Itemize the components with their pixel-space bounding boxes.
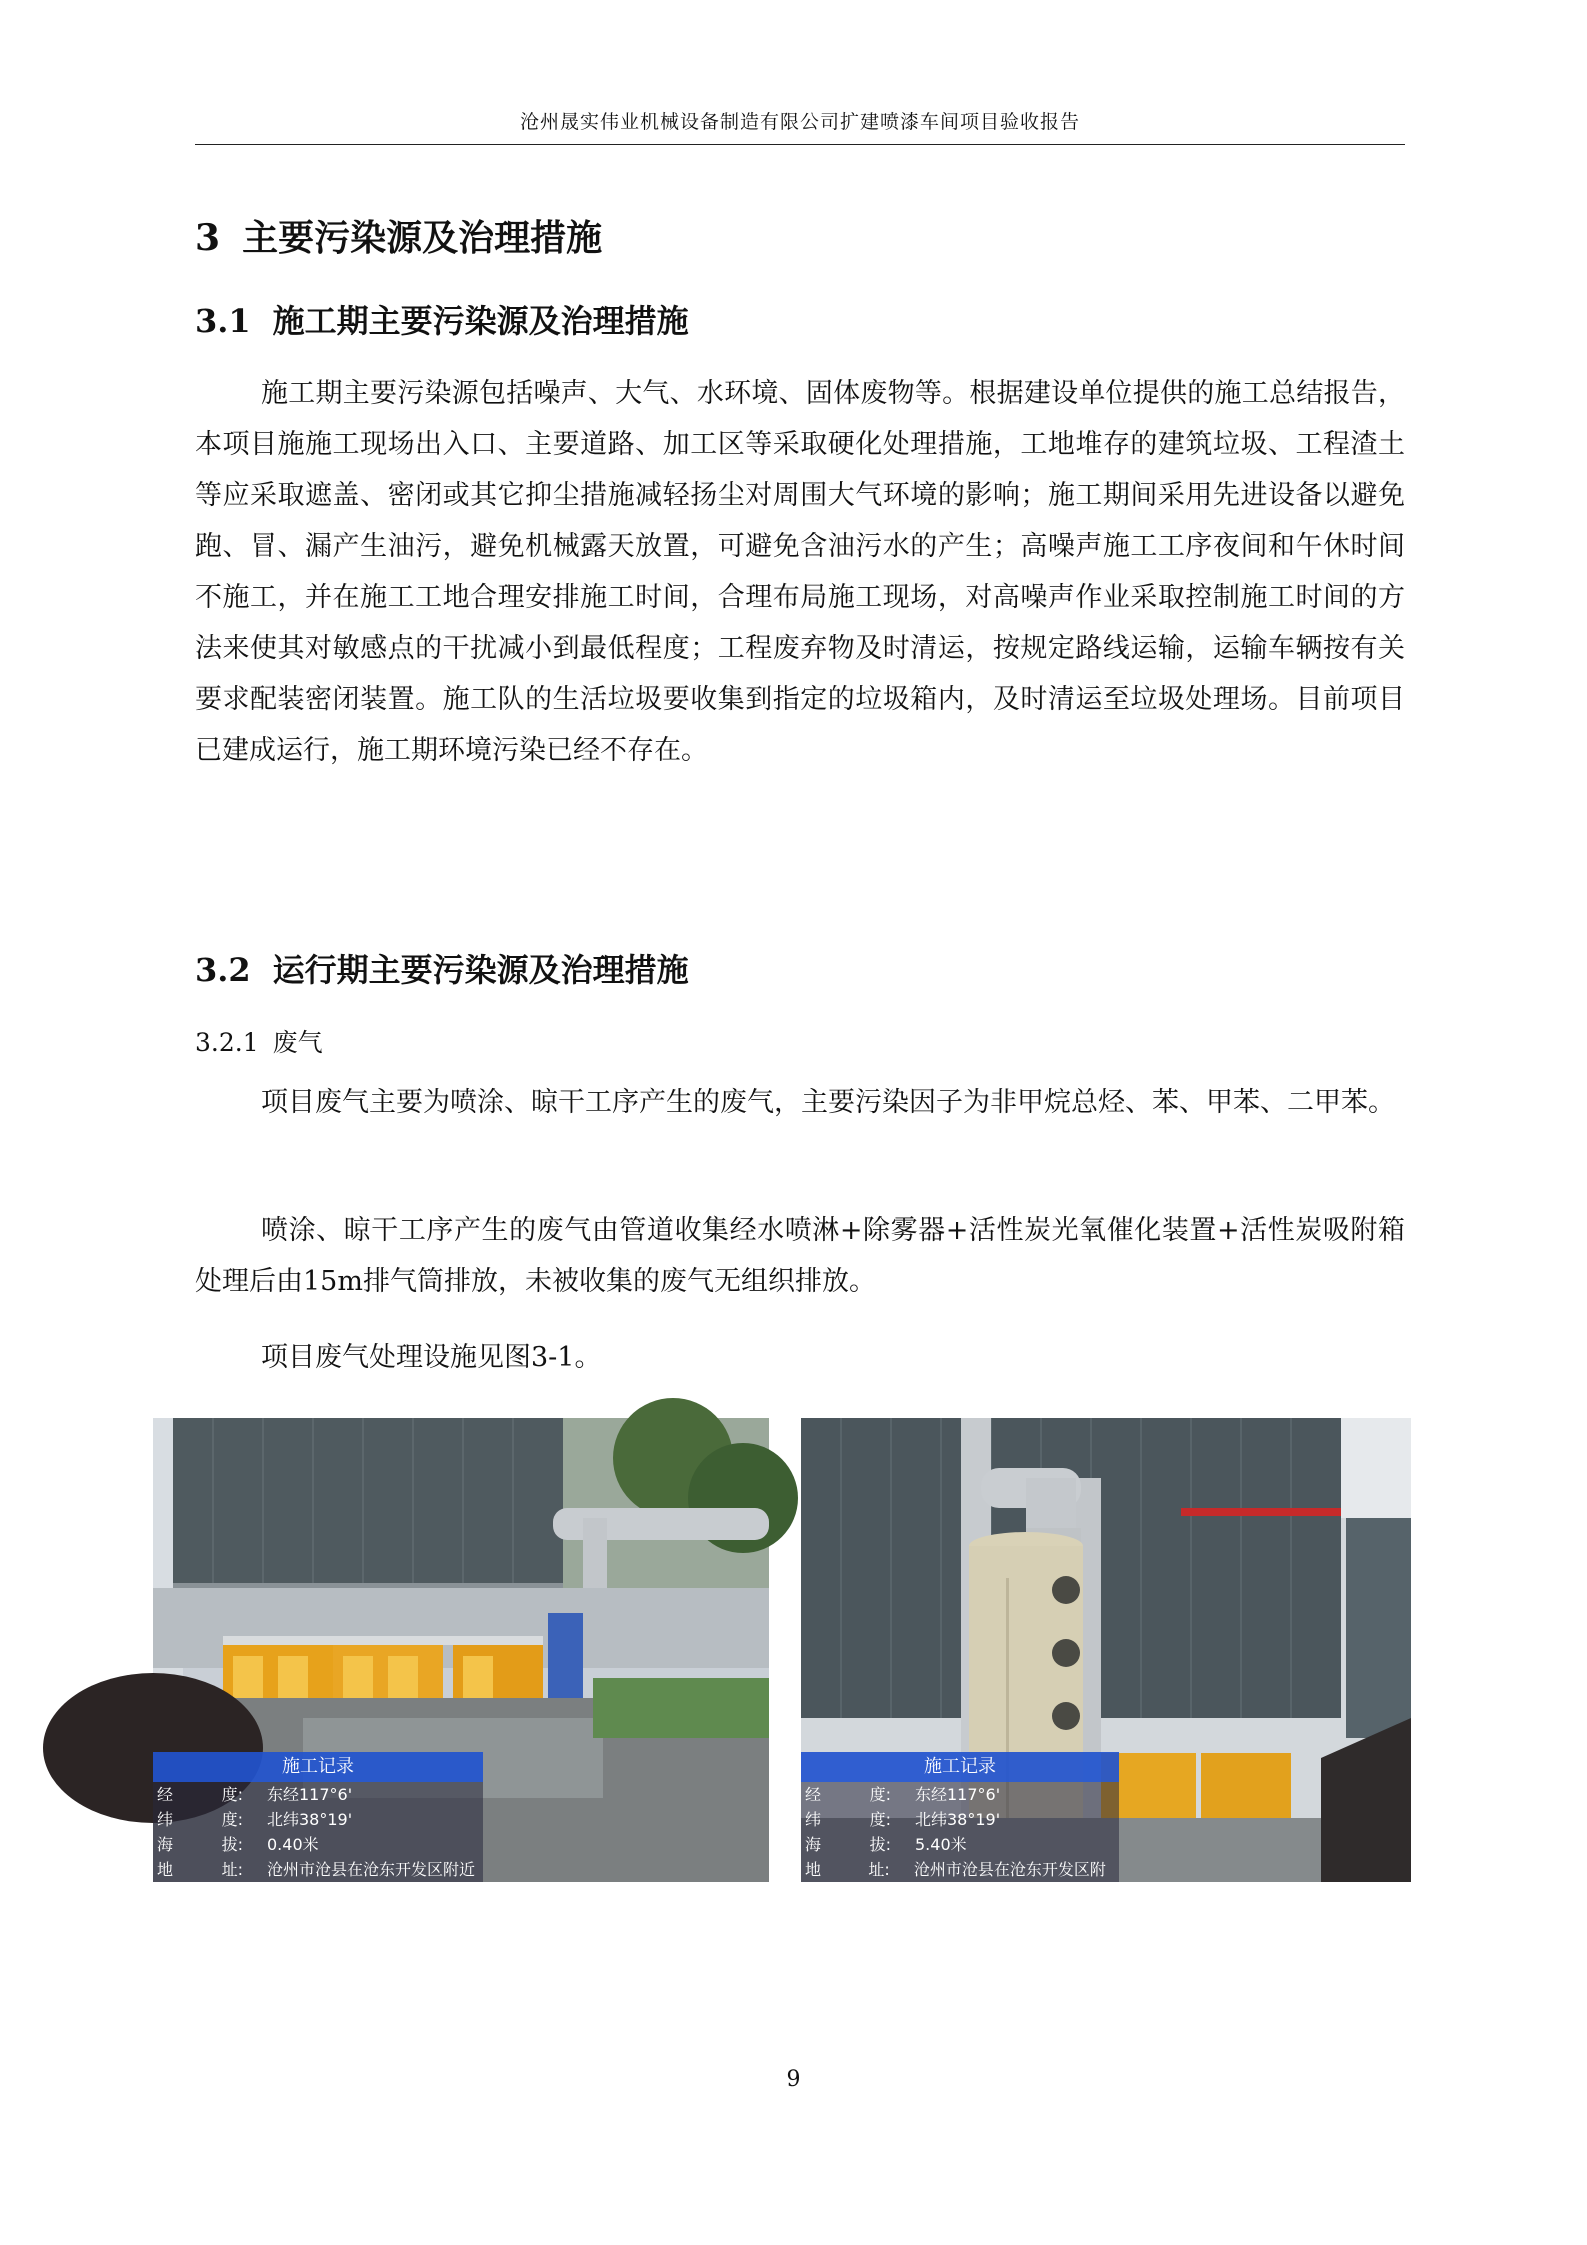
watermark-row	[153, 1782, 483, 1807]
section-number: 3.2	[195, 951, 251, 989]
watermark-label: 拔:	[869, 1835, 891, 1854]
facility-photo-1	[153, 1418, 769, 1882]
section-title: 废气	[272, 1028, 323, 1057]
page-header: 沧州晟实伟业机械设备制造有限公司扩建喷漆车间项目验收报告	[195, 108, 1405, 145]
watermark-label: 度:	[869, 1810, 891, 1829]
watermark-label: 址:	[221, 1860, 243, 1879]
section-3-2-1-heading	[195, 1023, 323, 1059]
watermark-info	[801, 1782, 1119, 1904]
watermark-label: 地	[805, 1860, 822, 1879]
section-title: 主要污染源及治理措施	[242, 217, 603, 259]
page-number: 9	[786, 2067, 801, 2092]
watermark-label: 拔:	[221, 1835, 243, 1854]
watermark-label: 经	[805, 1785, 822, 1804]
section-title: 施工期主要污染源及治理措施	[272, 302, 689, 340]
watermark-value: 东经117°6'	[915, 1785, 1001, 1804]
watermark-value: 北纬38°19'	[915, 1810, 1001, 1829]
watermark-row	[801, 1807, 1119, 1832]
watermark-label: 经	[157, 1785, 174, 1804]
waste-gas-paragraph-1: 项目废气主要为喷涂、晾干工序产生的废气，主要污染因子为非甲烷总烃、苯、甲苯、二甲苯。	[261, 1087, 1395, 1118]
construction-paragraph: 施工期主要污染源包括噪声、大气、水环境、固体废物等。根据建设单位提供的施工总结报告，本项目施施工现场出入口、主要道路、加工区等采取硬化处理措施，工地堆存的建筑垃圾、工程渣土等应采取遮盖、密闭或其它抑尘措施减轻扬尘对周围大气环境的影响；施工期间采用先进设备以避免跑、冒、漏产生油污，避免机械露天放置，可避免含油污水的产生；高噪声施工工序夜间和午休时间不施工，并在施工工地合理安排施工时间，合理布局施工现场，对高噪声作业采取控制施工时间的方法来使其对敏感点的干扰减小到最低程度；工程废弃物及时清运，按规定路线运输，运输车辆按有关要求配装密闭装置。施工队的生活垃圾要收集到指定的垃圾箱内，及时清运至垃圾处理场。目前项目已建成运行，施工期环境污染已经不存在。	[195, 378, 1405, 766]
watermark-label: 海	[805, 1835, 822, 1854]
watermark-value: 0.40米	[267, 1835, 319, 1854]
section-3-heading	[195, 210, 602, 261]
watermark-label: 度:	[221, 1785, 243, 1804]
section-title: 运行期主要污染源及治理措施	[272, 951, 689, 989]
watermark-row	[153, 1807, 483, 1832]
watermark-label: 度:	[221, 1810, 243, 1829]
watermark-label: 纬	[805, 1810, 822, 1829]
watermark-value: 5.40米	[915, 1835, 967, 1854]
watermark-row	[153, 1832, 483, 1857]
watermark-label: 度:	[869, 1785, 891, 1804]
watermark-value: 东经117°6'	[267, 1785, 353, 1804]
facility-photo-2	[801, 1418, 1411, 1904]
section-3-2-heading	[195, 945, 689, 991]
waste-gas-paragraph-2: 喷涂、晾干工序产生的废气由管道收集经水喷淋+除雾器+活性炭光氧催化装置+活性炭吸附箱处理后由15m排气筒排放，未被收集的废气无组织排放。	[195, 1215, 1405, 1297]
watermark-label: 纬	[157, 1810, 174, 1829]
watermark-row	[801, 1832, 1119, 1857]
watermark-label: 海	[157, 1835, 174, 1854]
section-number: 3.2.1	[195, 1028, 259, 1057]
watermark-row	[801, 1857, 1119, 1904]
watermark-banner: 施工记录	[153, 1752, 483, 1782]
watermark-info	[153, 1782, 483, 1882]
watermark-value: 沧州市沧县在沧东开发区附近	[913, 1860, 1106, 1904]
watermark-label: 地	[157, 1860, 174, 1879]
watermark-value: 北纬38°19'	[267, 1810, 353, 1829]
watermark-value: 沧州市沧县在沧东开发区附近	[267, 1860, 476, 1879]
watermark-row	[801, 1782, 1119, 1807]
section-number: 3	[195, 217, 221, 259]
waste-gas-paragraph-3: 项目废气处理设施见图3-1。	[261, 1342, 602, 1373]
watermark-row	[153, 1857, 483, 1882]
section-number: 3.1	[195, 302, 251, 340]
watermark-label: 址:	[868, 1860, 890, 1879]
section-3-1-heading	[195, 296, 689, 342]
watermark-banner: 施工记录	[801, 1752, 1119, 1782]
